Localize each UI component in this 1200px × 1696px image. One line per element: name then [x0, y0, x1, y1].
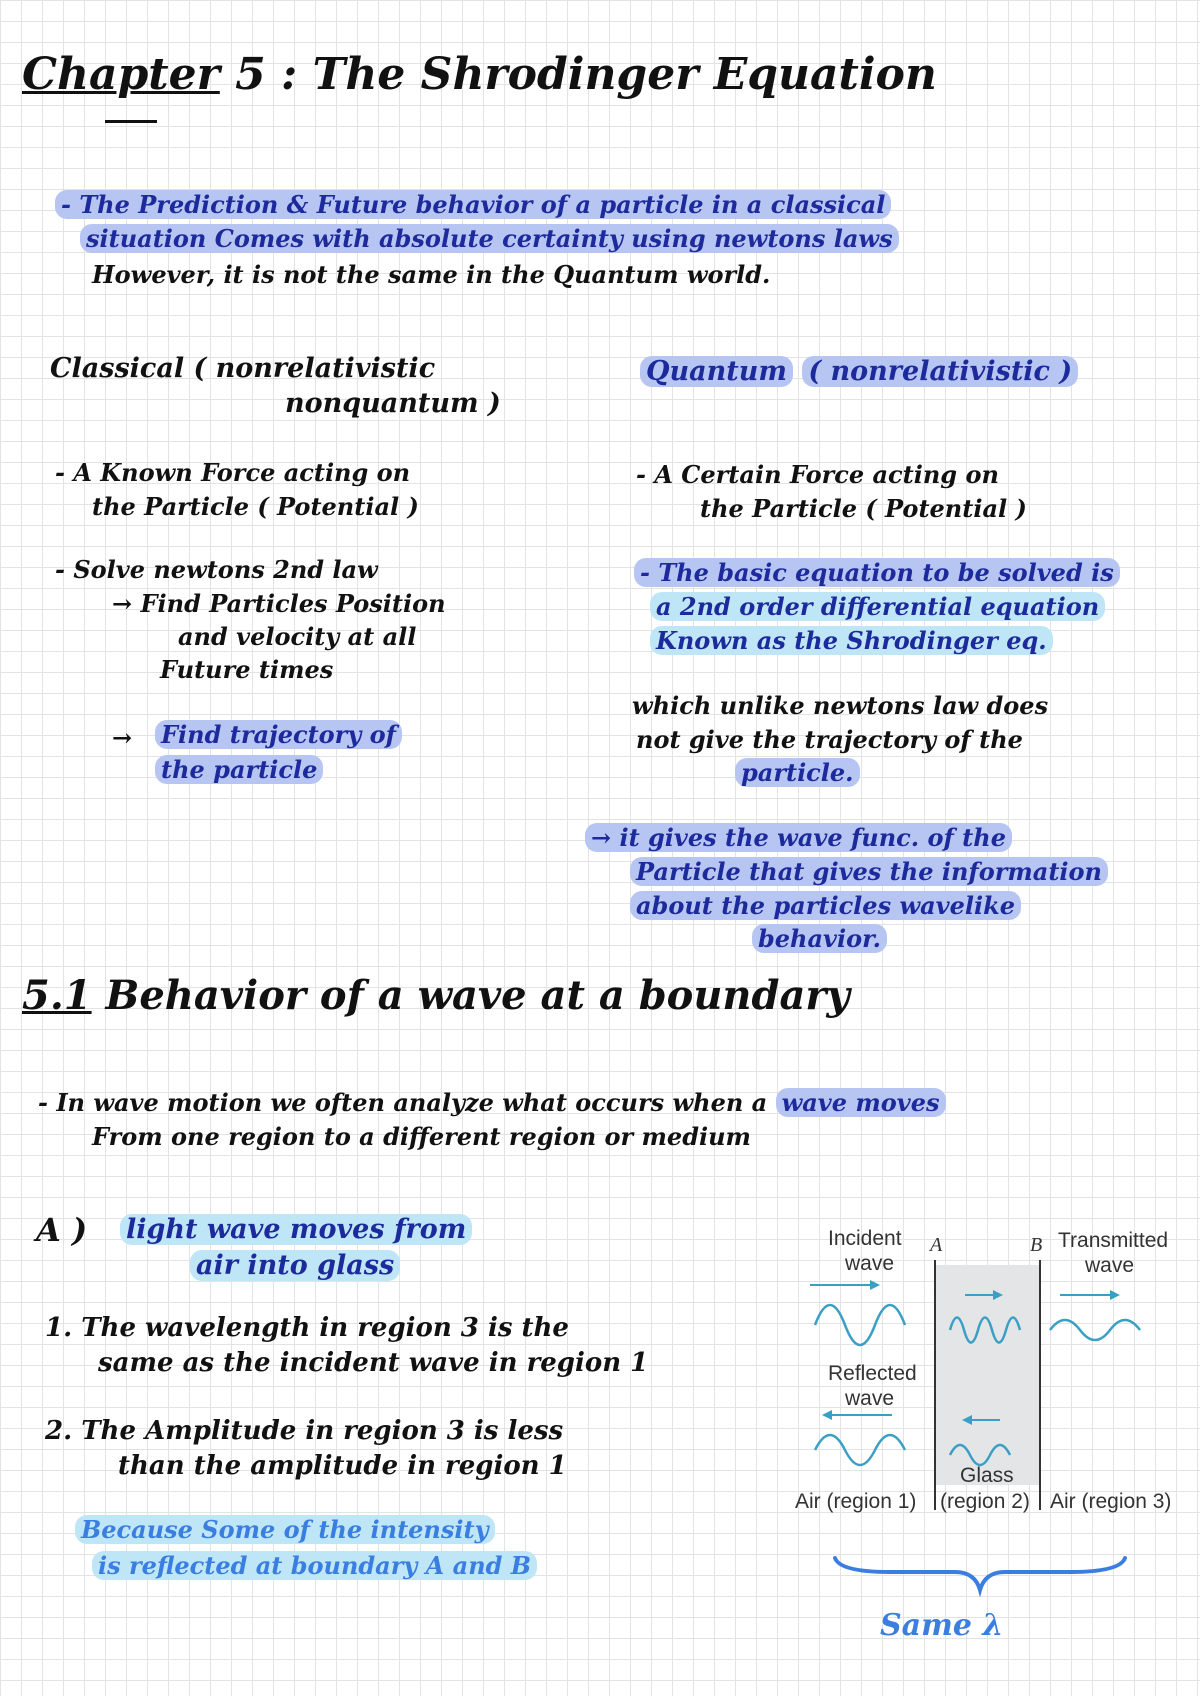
transmitted-label-2: wave [1085, 1254, 1135, 1277]
classical-heading: Classical ( nonrelativistic [50, 353, 436, 384]
quantum-wave-3: about the particles wavelike [630, 893, 1021, 918]
classical-bullet-2d: Future times [160, 655, 334, 684]
part-a-item-2: 2. The Amplitude in region 3 is less [45, 1416, 564, 1446]
same-lambda-brace [830, 1550, 1130, 1600]
section-line-1-highlight: wave moves [776, 1088, 946, 1117]
section-line-1 [38, 1090, 946, 1115]
part-a-label: A ) [36, 1211, 88, 1249]
quantum-bullet-2c: Known as the Shrodinger eq. [650, 628, 1053, 653]
reflected-wave [815, 1435, 905, 1465]
transmitted-wave [1050, 1320, 1140, 1340]
section-title: Behavior of a wave at a boundary [105, 972, 850, 1019]
intro-line-2: situation Comes with absolute certainty using newtons laws [80, 226, 899, 251]
chapter-title [22, 49, 937, 100]
reflected-label-2: wave [845, 1387, 895, 1410]
classical-trajectory-2: the particle [155, 757, 323, 782]
region3-label: Air (region 3) [1050, 1490, 1172, 1513]
incident-label-2: wave [845, 1252, 895, 1275]
quantum-bullet-2b: a 2nd order differential equation [650, 594, 1105, 619]
title-underline-mark [105, 120, 157, 123]
classical-trajectory: Find trajectory of [155, 722, 402, 747]
glass-label: Glass [960, 1464, 1014, 1487]
classical-bullet-1: - A Known Force acting on [55, 458, 411, 487]
transmitted-label: Transmitted [1058, 1229, 1169, 1252]
quantum-wave-2: Particle that gives the information [630, 859, 1108, 884]
intro-line-1: - The Prediction & Future behavior of a particle in a classical [55, 192, 891, 217]
region2-label: (region 2) [940, 1490, 1030, 1513]
section-line-1-text: - In wave motion we often analyze what occurs when a [38, 1088, 768, 1117]
part-a-title-1: light wave moves from [120, 1216, 472, 1244]
part-a-note-2: is reflected at boundary A and B [92, 1553, 537, 1578]
transmitted-arrowhead [1110, 1290, 1120, 1300]
classical-bullet-2: - Solve newtons 2nd law [55, 555, 378, 584]
quantum-heading [640, 358, 1078, 386]
section-heading [22, 972, 850, 1019]
quantum-bullet-2: - The basic equation to be solved is [634, 560, 1120, 585]
classical-arrow: → [112, 723, 133, 752]
part-a-item-2b: than the amplitude in region 1 [118, 1451, 567, 1481]
classical-bullet-2c: and velocity at all [178, 622, 417, 651]
chapter-title-rest: 5 : The Shrodinger Equation [235, 49, 937, 100]
quantum-wave-1: → it gives the wave func. of the [585, 825, 1012, 850]
brace-path [835, 1558, 1125, 1590]
section-number: 5.1 [22, 972, 92, 1019]
classical-bullet-1b: the Particle ( Potential ) [92, 492, 419, 521]
quantum-para-1: which unlike newtons law does [632, 691, 1049, 720]
part-a-item-1: 1. The wavelength in region 3 is the [45, 1313, 569, 1343]
chapter-label: Chapter [22, 49, 220, 100]
region1-label: Air (region 1) [795, 1490, 917, 1513]
wave-boundary-figure [790, 1215, 1190, 1515]
part-a-title-2: air into glass [190, 1252, 400, 1280]
boundary-a-label: A [930, 1234, 943, 1256]
quantum-bullet-1b: the Particle ( Potential ) [700, 494, 1027, 523]
incident-wave [815, 1305, 905, 1345]
section-line-2: From one region to a different region or medium [92, 1122, 751, 1151]
quantum-heading-highlight: Quantum [640, 356, 793, 387]
boundary-b-label: B [1030, 1234, 1043, 1256]
intro-line-3: However, it is not the same in the Quantum world. [92, 260, 771, 289]
reflected-label: Reflected [828, 1362, 917, 1385]
quantum-para-3: particle. [735, 760, 860, 785]
same-lambda-label: Same λ [880, 1608, 1004, 1643]
incident-arrowhead [870, 1280, 880, 1290]
classical-bullet-2b: → Find Particles Position [112, 589, 446, 618]
reflected-arrowhead [822, 1410, 832, 1420]
part-a-item-1b: same as the incident wave in region 1 [98, 1348, 649, 1378]
classical-heading-2: nonquantum ) [285, 388, 501, 419]
part-a-note-1: Because Some of the intensity [75, 1517, 495, 1542]
quantum-para-2: not give the trajectory of the [636, 725, 1023, 754]
quantum-wave-4: behavior. [752, 926, 887, 951]
quantum-heading-rest: ( nonrelativistic ) [802, 356, 1078, 387]
quantum-bullet-1: - A Certain Force acting on [636, 460, 999, 489]
incident-label: Incident [828, 1227, 902, 1250]
